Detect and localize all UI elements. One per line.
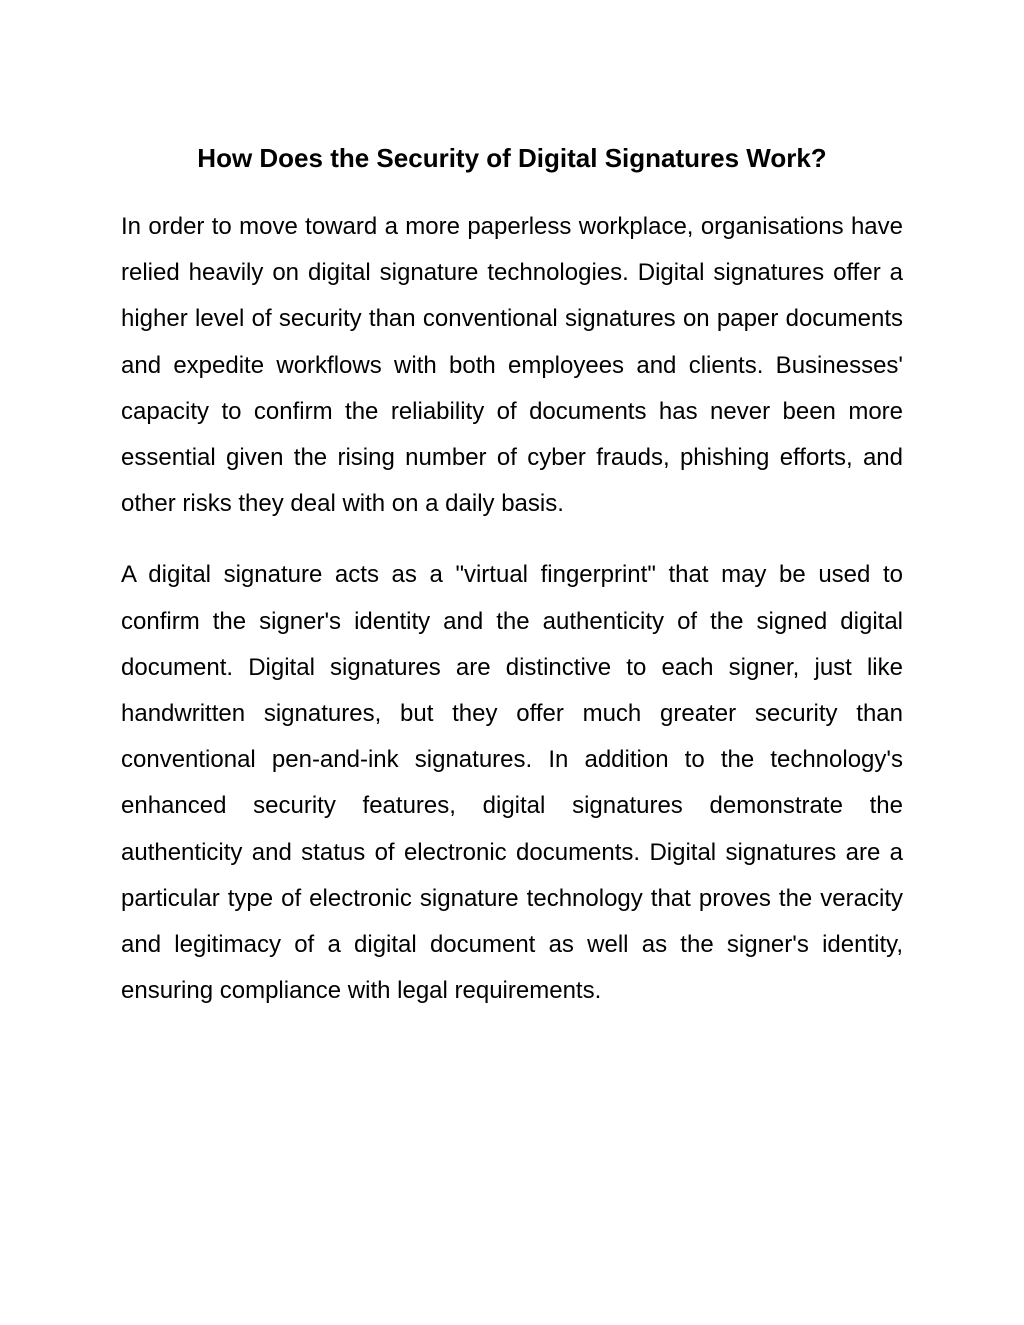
document-body (121, 204, 903, 1014)
paragraph-2: A digital signature acts as a "virtual fingerprint" that may be used to confirm the signer's identity and the authenticity of the signed digital document. Digital signatures are distinctive to each signer, just like handwritten signatures, but they offer much greater security than conventional pen-and-ink signatures. In addition to the technology's enhanced security features, digital signatures demonstrate the authenticity and status of electronic documents. Digital signatures are a particular type of electronic signature technology that proves the veracity and legitimacy of a digital document as well as the signer's identity, ensuring compliance with legal requirements. (121, 561, 903, 1005)
paragraph-1: In order to move toward a more paperless workplace, organisations have relied heavily on digital signature technologies. Digital signatures offer a higher level of security than conventional signatures on paper documents and expedite workflows with both employees and clients. Businesses' capacity to confirm the reliability of documents has never been more essential given the rising number of cyber frauds, phishing efforts, and other risks they deal with on a daily basis. (121, 213, 903, 518)
document-title: How Does the Security of Digital Signatures Work? (197, 143, 827, 173)
